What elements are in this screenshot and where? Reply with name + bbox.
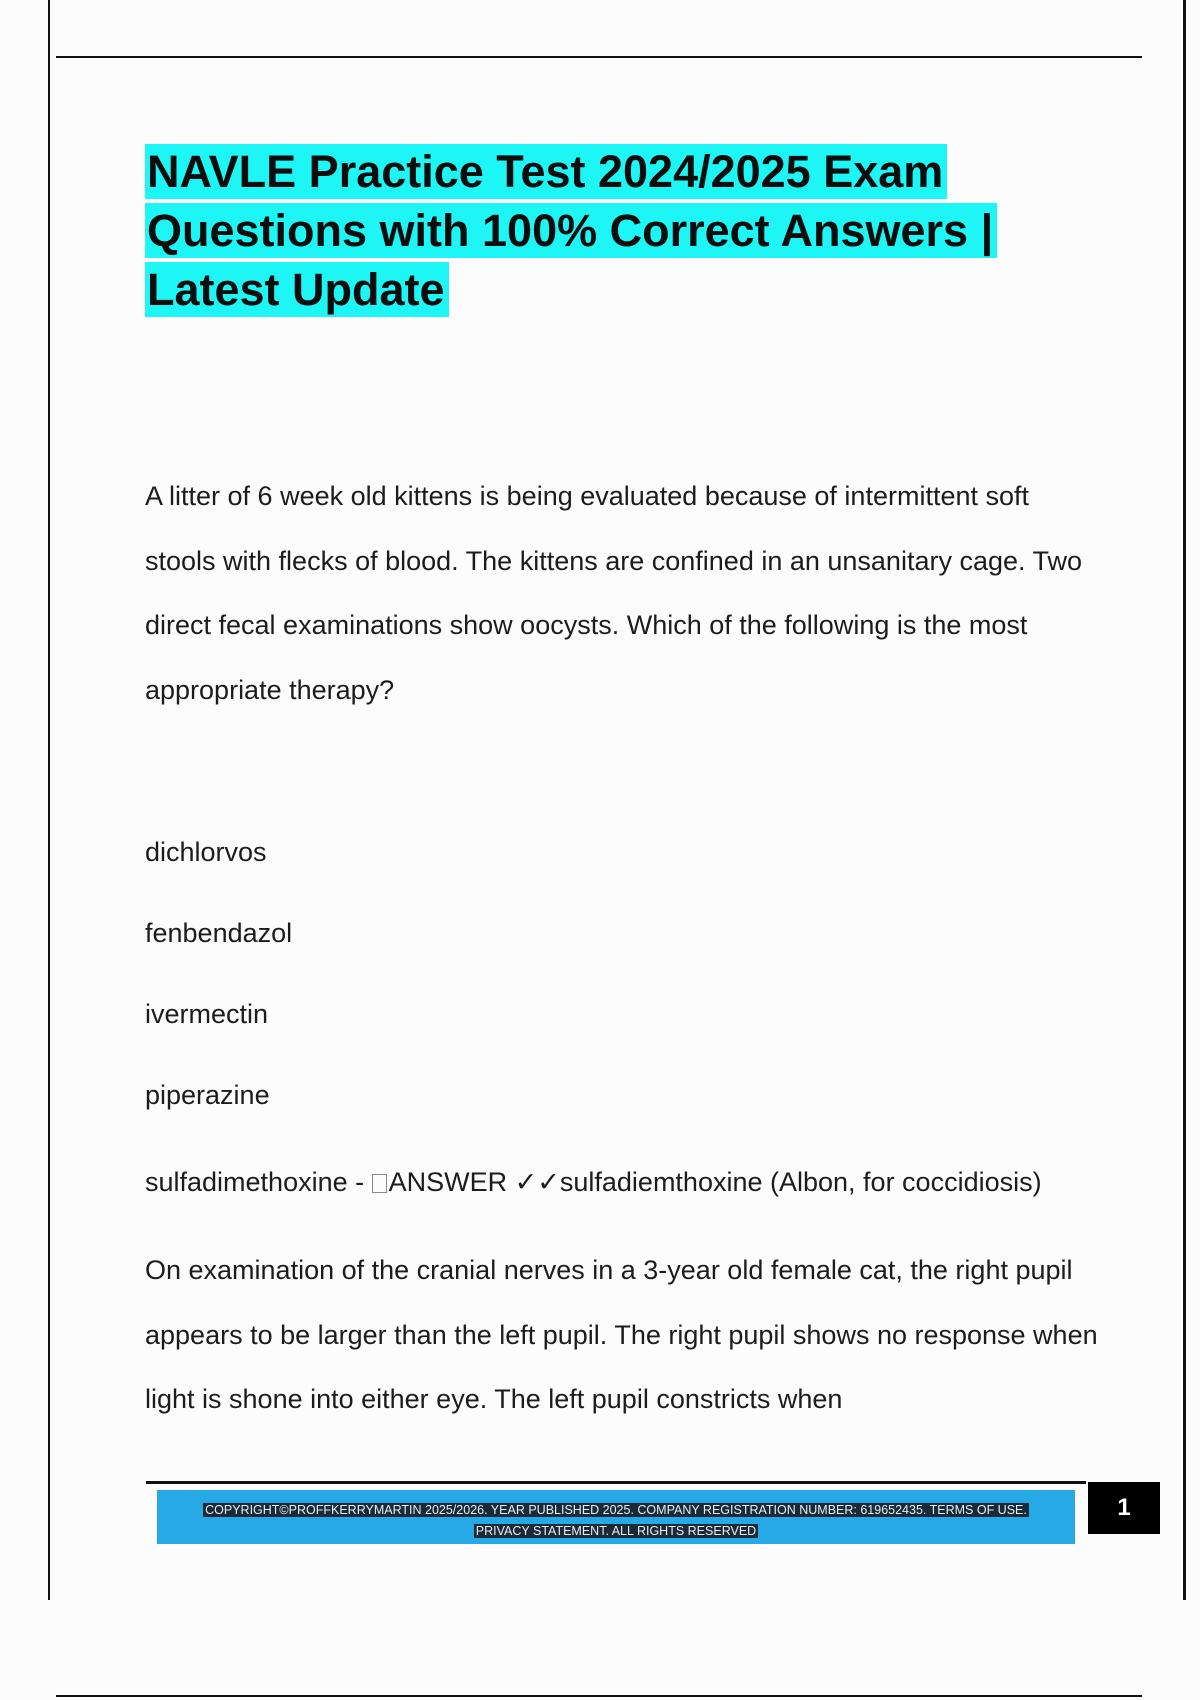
question-2-text: On examination of the cranial nerves in a 3-year old female cat, the right pupil appears to be larger than the left pupil. The right pupil shows no response when light is shone into either eye. The left pupil constricts when — [145, 1255, 1098, 1414]
missing-glyph-box-icon — [372, 1174, 387, 1193]
answer-explanation: ANSWER ✓✓sulfadiemthoxine (Albon, for coccidiosis) — [388, 1167, 1042, 1197]
answer-option-5: sulfadimethoxine - — [145, 1167, 372, 1197]
title-line-1: NAVLE Practice Test 2024/2025 Exam — [145, 144, 947, 199]
footer-rule — [146, 1481, 1086, 1484]
question-1-text: A litter of 6 week old kittens is being evaluated because of intermittent soft stools with flecks of blood. The kittens are confined in an unsanitary cage. Two direct fecal examinations show oocysts. Which of the following is the most appropriate therapy? — [145, 481, 1083, 705]
footer-copyright-line-1: COPYRIGHT©PROFFKERRYMARTIN 2025/2026. YEAR PUBLISHED 2025. COMPANY REGISTRATION NUMBER: 619652435. TERMS OF USE. — [205, 1503, 1027, 1517]
header-rule — [56, 56, 1142, 58]
title-line-3: Latest Update — [145, 262, 449, 317]
page-border-left — [48, 0, 50, 1600]
correct-answer-line — [145, 1164, 1042, 1200]
document-title — [145, 142, 1105, 319]
page-border-right — [1183, 0, 1186, 1600]
footer-copyright-line-2: PRIVACY STATEMENT. ALL RIGHTS RESERVED — [475, 1524, 757, 1538]
answer-option-3: ivermectin — [145, 999, 269, 1029]
page-number: 1 — [1088, 1482, 1160, 1534]
answer-option-1: dichlorvos — [145, 837, 267, 867]
next-page-rule — [56, 1695, 1142, 1697]
answer-option-2: fenbendazol — [145, 918, 293, 948]
footer-copyright — [157, 1500, 1075, 1542]
title-line-2: Questions with 100% Correct Answers | — [145, 203, 997, 258]
answer-option-4: piperazine — [145, 1080, 270, 1110]
